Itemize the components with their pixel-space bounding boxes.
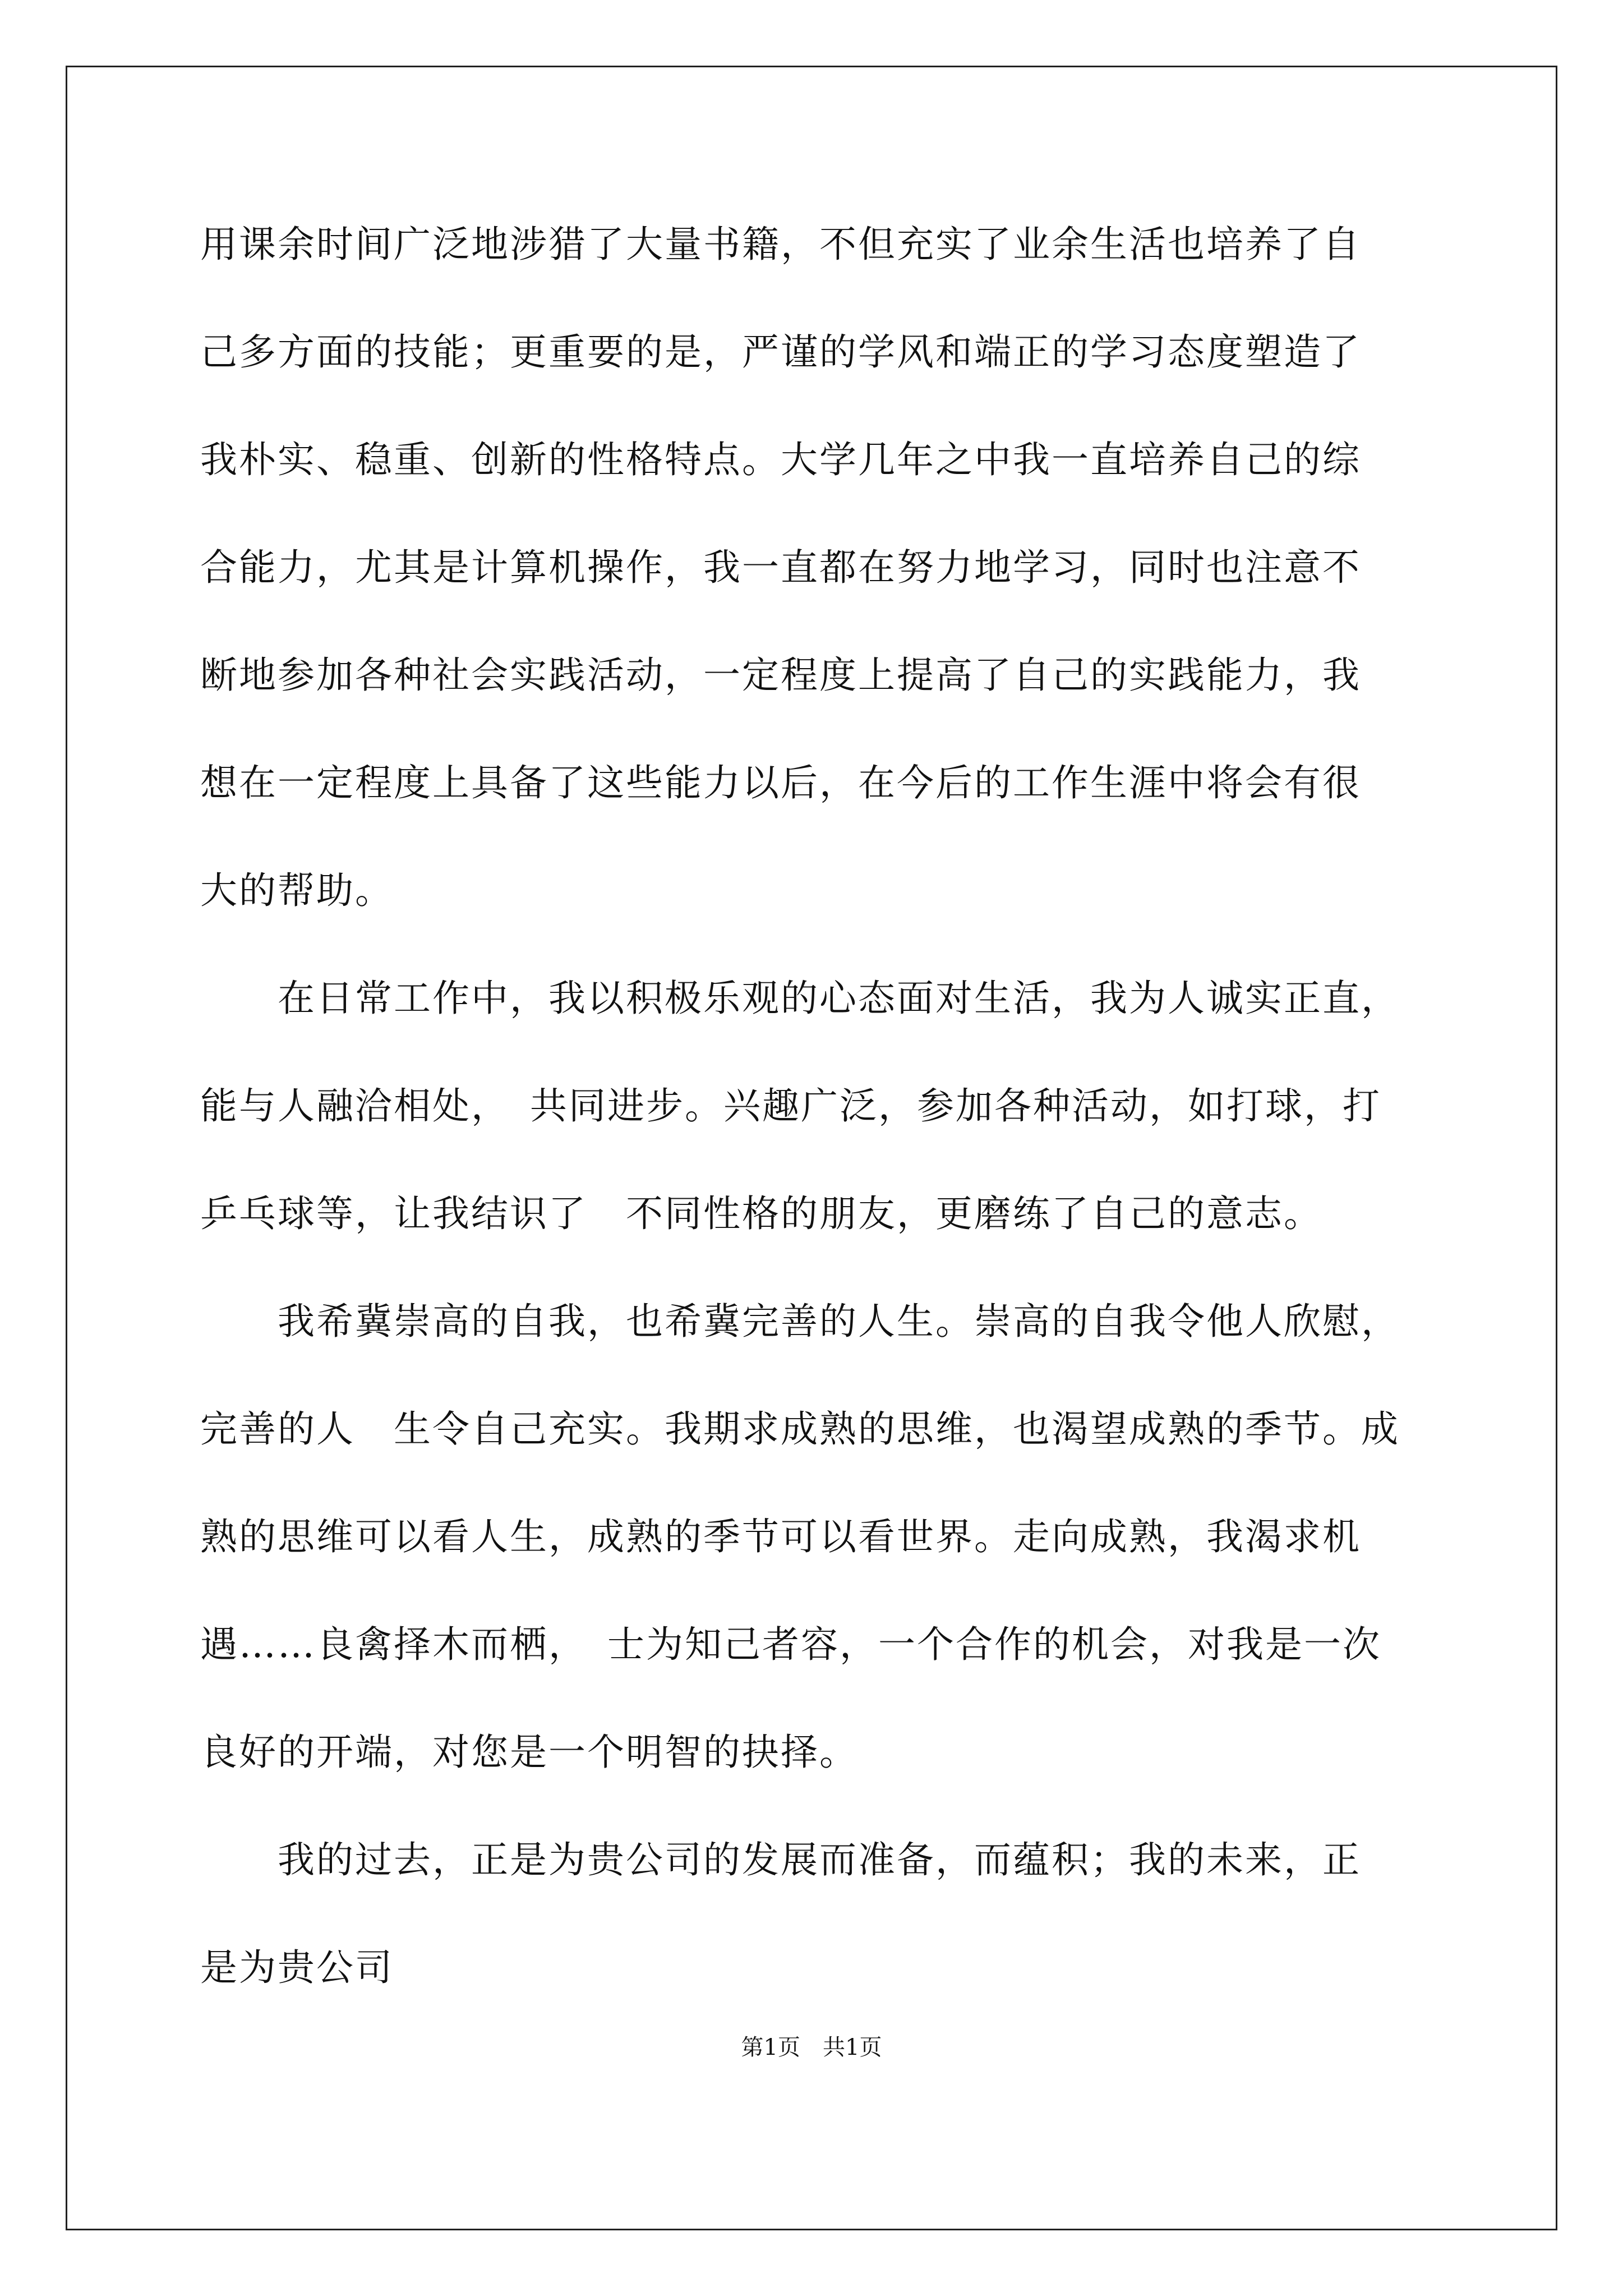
- text-line: 是为贵公司: [200, 1946, 394, 1989]
- text-line: 想在一定程度上具备了这些能力以后，在今后的工作生涯中将会有很: [200, 761, 1361, 804]
- page-number: 第1页 共1页: [741, 2035, 882, 2060]
- text-line: 良好的开端，对您是一个明智的抉择。: [200, 1731, 858, 1774]
- text-line: 完善的人 生令自己充实。我期求成熟的思维，也渴望成熟的季节。成: [200, 1407, 1400, 1451]
- text-line: 在日常工作中，我以积极乐观的心态面对生活，我为人诚实正直，: [200, 977, 1400, 1020]
- text-line: 断地参加各种社会实践活动，一定程度上提高了自己的实践能力，我: [200, 654, 1361, 697]
- text-line: 我希冀崇高的自我，也希冀完善的人生。崇高的自我令他人欣慰，: [200, 1300, 1400, 1343]
- text-line: 熟的思维可以看人生，成熟的季节可以看世界。走向成熟，我渴求机: [200, 1515, 1361, 1558]
- text-line: 用课余时间广泛地涉猎了大量书籍，不但充实了业余生活也培养了自: [200, 223, 1361, 266]
- page-border: [66, 66, 1557, 2230]
- text-line: 大的帮助。: [200, 869, 394, 912]
- text-line: 合能力，尤其是计算机操作，我一直都在努力地学习，同时也注意不: [200, 546, 1361, 589]
- text-line: 乒乓球等，让我结识了 不同性格的朋友，更磨练了自己的意志。: [200, 1192, 1322, 1235]
- text-line: 遇……良禽择木而栖， 士为知己者容，一个合作的机会，对我是一次: [200, 1623, 1381, 1666]
- text-line: 我朴实、稳重、创新的性格特点。大学几年之中我一直培养自己的综: [200, 438, 1361, 481]
- text-line: 能与人融洽相处， 共同进步。兴趣广泛，参加各种活动，如打球，打: [200, 1084, 1381, 1128]
- text-line: 己多方面的技能；更重要的是，严谨的学风和端正的学习态度塑造了: [200, 330, 1361, 374]
- text-line: 我的过去，正是为贵公司的发展而准备，而蕴积；我的未来，正: [200, 1838, 1361, 1881]
